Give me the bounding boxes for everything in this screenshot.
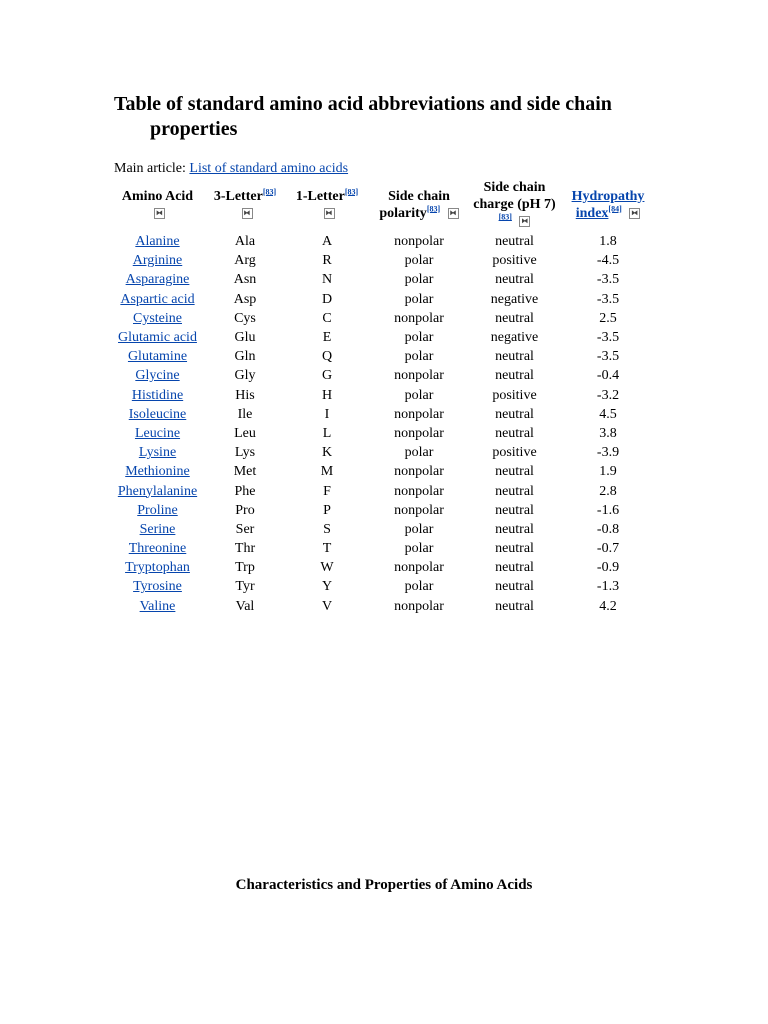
polarity-value-cell: nonpolar bbox=[394, 598, 444, 614]
amino-acid-link[interactable]: Glycine bbox=[135, 368, 180, 384]
three-letter-code-cell: Pro bbox=[235, 502, 255, 518]
one-letter-code-cell: D bbox=[321, 291, 333, 307]
polarity-value-cell: polar bbox=[404, 541, 434, 557]
main-article-prefix: Main article: bbox=[114, 161, 186, 176]
header-side-chain-charge[interactable] bbox=[469, 177, 560, 232]
sort-icon[interactable]: ⧓ bbox=[325, 208, 333, 217]
polarity-value-cell: nonpolar bbox=[394, 464, 444, 480]
charge-value-cell: positive bbox=[492, 253, 537, 269]
hydropathy-value-cell: -3.2 bbox=[596, 387, 620, 403]
three-letter-code-cell: Ile bbox=[237, 406, 253, 422]
charge-value-cell: neutral bbox=[495, 368, 534, 384]
hydropathy-value-cell: -3.5 bbox=[596, 349, 620, 365]
three-letter-code-cell: Arg bbox=[234, 253, 256, 269]
amino-acid-name-cell bbox=[110, 405, 205, 424]
charge-value-cell: neutral bbox=[495, 272, 534, 288]
three-letter-code-cell: Asp bbox=[233, 291, 257, 307]
one-letter-code-cell: N bbox=[321, 272, 333, 288]
hydropathy-value-cell: -0.8 bbox=[596, 521, 620, 537]
amino-acid-name-cell bbox=[110, 462, 205, 481]
amino-acid-name-cell bbox=[110, 520, 205, 539]
sort-icon[interactable]: ⧓ bbox=[631, 208, 639, 217]
one-letter-code-cell: G bbox=[321, 368, 333, 384]
amino-acid-name-cell bbox=[110, 558, 205, 577]
hydropathy-value-cell: 4.5 bbox=[599, 406, 617, 422]
table-row bbox=[110, 270, 656, 289]
hydropathy-value-cell: 2.5 bbox=[599, 310, 617, 326]
table-row bbox=[110, 577, 656, 596]
amino-acid-link[interactable]: Tyrosine bbox=[133, 579, 182, 595]
three-letter-code-cell: Met bbox=[233, 464, 257, 480]
table-row bbox=[110, 251, 656, 270]
polarity-value-cell: polar bbox=[404, 291, 434, 307]
sort-icon[interactable]: ⧓ bbox=[243, 208, 251, 217]
amino-acid-link[interactable]: Aspartic acid bbox=[120, 291, 195, 307]
reference-link[interactable]: [83] bbox=[344, 186, 359, 196]
amino-acid-name-cell bbox=[110, 481, 205, 500]
three-letter-code-cell: His bbox=[235, 387, 255, 403]
three-letter-code-cell: Glu bbox=[234, 330, 256, 346]
table-row bbox=[110, 232, 656, 251]
page-title: Table of standard amino acid abbreviations and side chain properties bbox=[114, 93, 612, 140]
one-letter-code-cell: M bbox=[320, 464, 334, 480]
header-label: Amino Acid bbox=[121, 188, 194, 204]
hydropathy-value-cell: 4.2 bbox=[599, 598, 617, 614]
one-letter-code-cell: S bbox=[323, 521, 331, 537]
sort-icon[interactable]: ⧓ bbox=[156, 208, 163, 217]
charge-value-cell: neutral bbox=[495, 579, 534, 595]
header-side-chain-polarity[interactable] bbox=[369, 177, 469, 232]
amino-acid-link[interactable]: Histidine bbox=[131, 387, 184, 403]
charge-value-cell: positive bbox=[492, 387, 537, 403]
polarity-value-cell: nonpolar bbox=[394, 502, 444, 518]
charge-value-cell: neutral bbox=[495, 349, 534, 365]
amino-acid-name-cell bbox=[110, 424, 205, 443]
three-letter-code-cell: Val bbox=[235, 598, 255, 614]
sort-icon[interactable]: ⧓ bbox=[521, 217, 529, 226]
amino-acid-link[interactable]: Arginine bbox=[132, 253, 183, 269]
polarity-value-cell: polar bbox=[404, 579, 434, 595]
charge-value-cell: neutral bbox=[495, 598, 534, 614]
sort-icon[interactable]: ⧓ bbox=[449, 208, 457, 217]
three-letter-code-cell: Gly bbox=[234, 368, 256, 384]
amino-acid-name-cell bbox=[110, 597, 205, 616]
main-article-note bbox=[114, 160, 348, 178]
amino-acid-link[interactable]: Threonine bbox=[128, 541, 187, 557]
hydropathy-value-cell: 3.8 bbox=[599, 425, 617, 441]
amino-acid-link[interactable]: Proline bbox=[137, 502, 178, 518]
one-letter-code-cell: V bbox=[321, 598, 333, 614]
one-letter-code-cell: W bbox=[320, 560, 334, 576]
charge-value-cell: negative bbox=[490, 291, 539, 307]
table-row bbox=[110, 347, 656, 366]
three-letter-code-cell: Thr bbox=[234, 541, 256, 557]
one-letter-code-cell: P bbox=[323, 502, 331, 518]
polarity-value-cell: nonpolar bbox=[394, 234, 444, 250]
list-of-amino-acids-link[interactable]: List of standard amino acids bbox=[189, 161, 349, 176]
charge-value-cell: neutral bbox=[495, 541, 534, 557]
amino-acid-link[interactable]: Phenylalanine bbox=[117, 483, 198, 499]
three-letter-code-cell: Cys bbox=[234, 310, 256, 326]
one-letter-code-cell: C bbox=[322, 310, 332, 326]
table-row bbox=[110, 366, 656, 385]
table-row bbox=[110, 386, 656, 405]
charge-value-cell: neutral bbox=[495, 560, 534, 576]
one-letter-code-cell: I bbox=[324, 406, 330, 422]
reference-link[interactable]: [83] bbox=[426, 203, 441, 213]
charge-value-cell: neutral bbox=[495, 464, 534, 480]
table-row bbox=[110, 520, 656, 539]
table-row bbox=[110, 443, 656, 462]
amino-acid-link[interactable]: Lysine bbox=[138, 445, 177, 461]
charge-value-cell: positive bbox=[492, 445, 537, 461]
three-letter-code-cell: Ser bbox=[235, 521, 255, 537]
amino-acid-link[interactable]: Glutamine bbox=[127, 349, 188, 365]
three-letter-code-cell: Lys bbox=[234, 445, 256, 461]
table-body bbox=[110, 232, 656, 616]
polarity-value-cell: polar bbox=[404, 349, 434, 365]
amino-acid-name-cell bbox=[110, 386, 205, 405]
hydropathy-value-cell: -3.5 bbox=[596, 272, 620, 288]
charge-value-cell: neutral bbox=[495, 502, 534, 518]
three-letter-code-cell: Ala bbox=[234, 234, 256, 250]
amino-acid-link[interactable]: Tryptophan bbox=[125, 560, 190, 576]
table-row bbox=[110, 290, 656, 309]
table-row bbox=[110, 501, 656, 520]
header-1-letter[interactable] bbox=[285, 177, 369, 232]
header-label: 3-Letter bbox=[213, 188, 263, 204]
amino-acid-link[interactable]: Serine bbox=[139, 521, 176, 537]
polarity-value-cell: nonpolar bbox=[394, 483, 444, 499]
hydropathy-value-cell: -4.5 bbox=[596, 253, 620, 269]
table-row bbox=[110, 424, 656, 443]
one-letter-code-cell: Y bbox=[321, 579, 333, 595]
amino-acid-name-cell bbox=[110, 270, 205, 289]
amino-acid-link[interactable]: Methionine bbox=[125, 464, 190, 480]
hydropathy-value-cell: -3.9 bbox=[596, 445, 620, 461]
three-letter-code-cell: Phe bbox=[234, 483, 256, 499]
amino-acid-link[interactable]: Cysteine bbox=[133, 310, 182, 326]
charge-value-cell: neutral bbox=[495, 234, 534, 250]
header-label: Side chain charge (pH 7) bbox=[473, 180, 556, 212]
amino-acid-name-cell bbox=[110, 232, 205, 251]
header-hydropathy-index[interactable] bbox=[560, 177, 656, 232]
three-letter-code-cell: Leu bbox=[234, 425, 256, 441]
one-letter-code-cell: F bbox=[323, 483, 331, 499]
amino-acid-name-cell bbox=[110, 251, 205, 270]
table-row bbox=[110, 597, 656, 616]
one-letter-code-cell: H bbox=[321, 387, 333, 403]
header-label: 1-Letter bbox=[295, 188, 345, 204]
hydropathy-value-cell: -1.3 bbox=[596, 579, 620, 595]
hydropathy-value-cell: -0.9 bbox=[596, 560, 620, 576]
polarity-value-cell: nonpolar bbox=[394, 425, 444, 441]
polarity-value-cell: nonpolar bbox=[394, 368, 444, 384]
reference-link[interactable]: [83] bbox=[262, 186, 277, 196]
hydropathy-value-cell: -3.5 bbox=[596, 330, 620, 346]
polarity-value-cell: polar bbox=[404, 445, 434, 461]
amino-acid-name-cell bbox=[110, 309, 205, 328]
header-3-letter[interactable] bbox=[205, 177, 285, 232]
header-label: Side chain polarity bbox=[379, 188, 450, 221]
polarity-value-cell: polar bbox=[404, 253, 434, 269]
three-letter-code-cell: Asn bbox=[233, 272, 257, 288]
table-row bbox=[110, 328, 656, 347]
reference-link[interactable]: [83] bbox=[498, 212, 512, 222]
amino-acid-link[interactable]: Leucine bbox=[134, 425, 181, 441]
hydropathy-value-cell: 1.8 bbox=[599, 234, 617, 250]
amino-acid-link[interactable]: Alanine bbox=[135, 234, 180, 250]
polarity-value-cell: nonpolar bbox=[394, 560, 444, 576]
hydropathy-value-cell: -0.4 bbox=[596, 368, 620, 384]
amino-acid-link[interactable]: Valine bbox=[139, 598, 176, 614]
table-row bbox=[110, 558, 656, 577]
amino-acid-name-cell bbox=[110, 366, 205, 385]
three-letter-code-cell: Trp bbox=[235, 560, 255, 576]
table-row bbox=[110, 405, 656, 424]
amino-acid-name-cell bbox=[110, 290, 205, 309]
one-letter-code-cell: R bbox=[322, 253, 332, 269]
charge-value-cell: neutral bbox=[495, 425, 534, 441]
amino-acid-name-cell bbox=[110, 539, 205, 558]
hydropathy-value-cell: -0.7 bbox=[596, 541, 620, 557]
charge-value-cell: neutral bbox=[495, 483, 534, 499]
polarity-value-cell: nonpolar bbox=[394, 406, 444, 422]
amino-acid-link[interactable]: Isoleucine bbox=[128, 406, 187, 422]
hydropathy-value-cell: -3.5 bbox=[596, 291, 620, 307]
hydropathy-value-cell: 2.8 bbox=[599, 483, 617, 499]
one-letter-code-cell: T bbox=[322, 541, 332, 557]
table-header-row bbox=[110, 177, 656, 232]
header-amino-acid[interactable] bbox=[110, 177, 205, 232]
one-letter-code-cell: Q bbox=[321, 349, 333, 365]
hydropathy-value-cell: -1.6 bbox=[596, 502, 620, 518]
hydropathy-value-cell: 1.9 bbox=[599, 464, 617, 480]
charge-value-cell: negative bbox=[490, 330, 539, 346]
amino-acid-name-cell bbox=[110, 443, 205, 462]
table-row bbox=[110, 309, 656, 328]
amino-acid-name-cell bbox=[110, 328, 205, 347]
polarity-value-cell: polar bbox=[404, 330, 434, 346]
amino-acid-name-cell bbox=[110, 501, 205, 520]
three-letter-code-cell: Gln bbox=[234, 349, 256, 365]
table-row bbox=[110, 481, 656, 500]
one-letter-code-cell: E bbox=[322, 330, 332, 346]
amino-acid-link[interactable]: Glutamic acid bbox=[118, 330, 197, 346]
one-letter-code-cell: K bbox=[321, 445, 333, 461]
section-caption: Characteristics and Properties of Amino Acids bbox=[235, 877, 533, 893]
one-letter-code-cell: L bbox=[322, 425, 332, 441]
three-letter-code-cell: Tyr bbox=[235, 579, 255, 595]
polarity-value-cell: polar bbox=[404, 272, 434, 288]
charge-value-cell: neutral bbox=[495, 521, 534, 537]
polarity-value-cell: nonpolar bbox=[394, 310, 444, 326]
table-row bbox=[110, 539, 656, 558]
amino-acid-name-cell bbox=[110, 347, 205, 366]
amino-acid-link[interactable]: Asparagine bbox=[125, 272, 190, 288]
amino-acid-name-cell bbox=[110, 577, 205, 596]
amino-acid-table bbox=[110, 177, 656, 616]
amino-acid-table-container bbox=[110, 177, 656, 616]
one-letter-code-cell: A bbox=[321, 234, 333, 250]
reference-link[interactable]: [84] bbox=[608, 203, 622, 213]
table-row bbox=[110, 462, 656, 481]
hydropathy-index-link[interactable]: Hydropathy index bbox=[571, 188, 645, 221]
polarity-value-cell: polar bbox=[404, 387, 434, 403]
charge-value-cell: neutral bbox=[495, 310, 534, 326]
polarity-value-cell: polar bbox=[404, 521, 434, 537]
charge-value-cell: neutral bbox=[495, 406, 534, 422]
